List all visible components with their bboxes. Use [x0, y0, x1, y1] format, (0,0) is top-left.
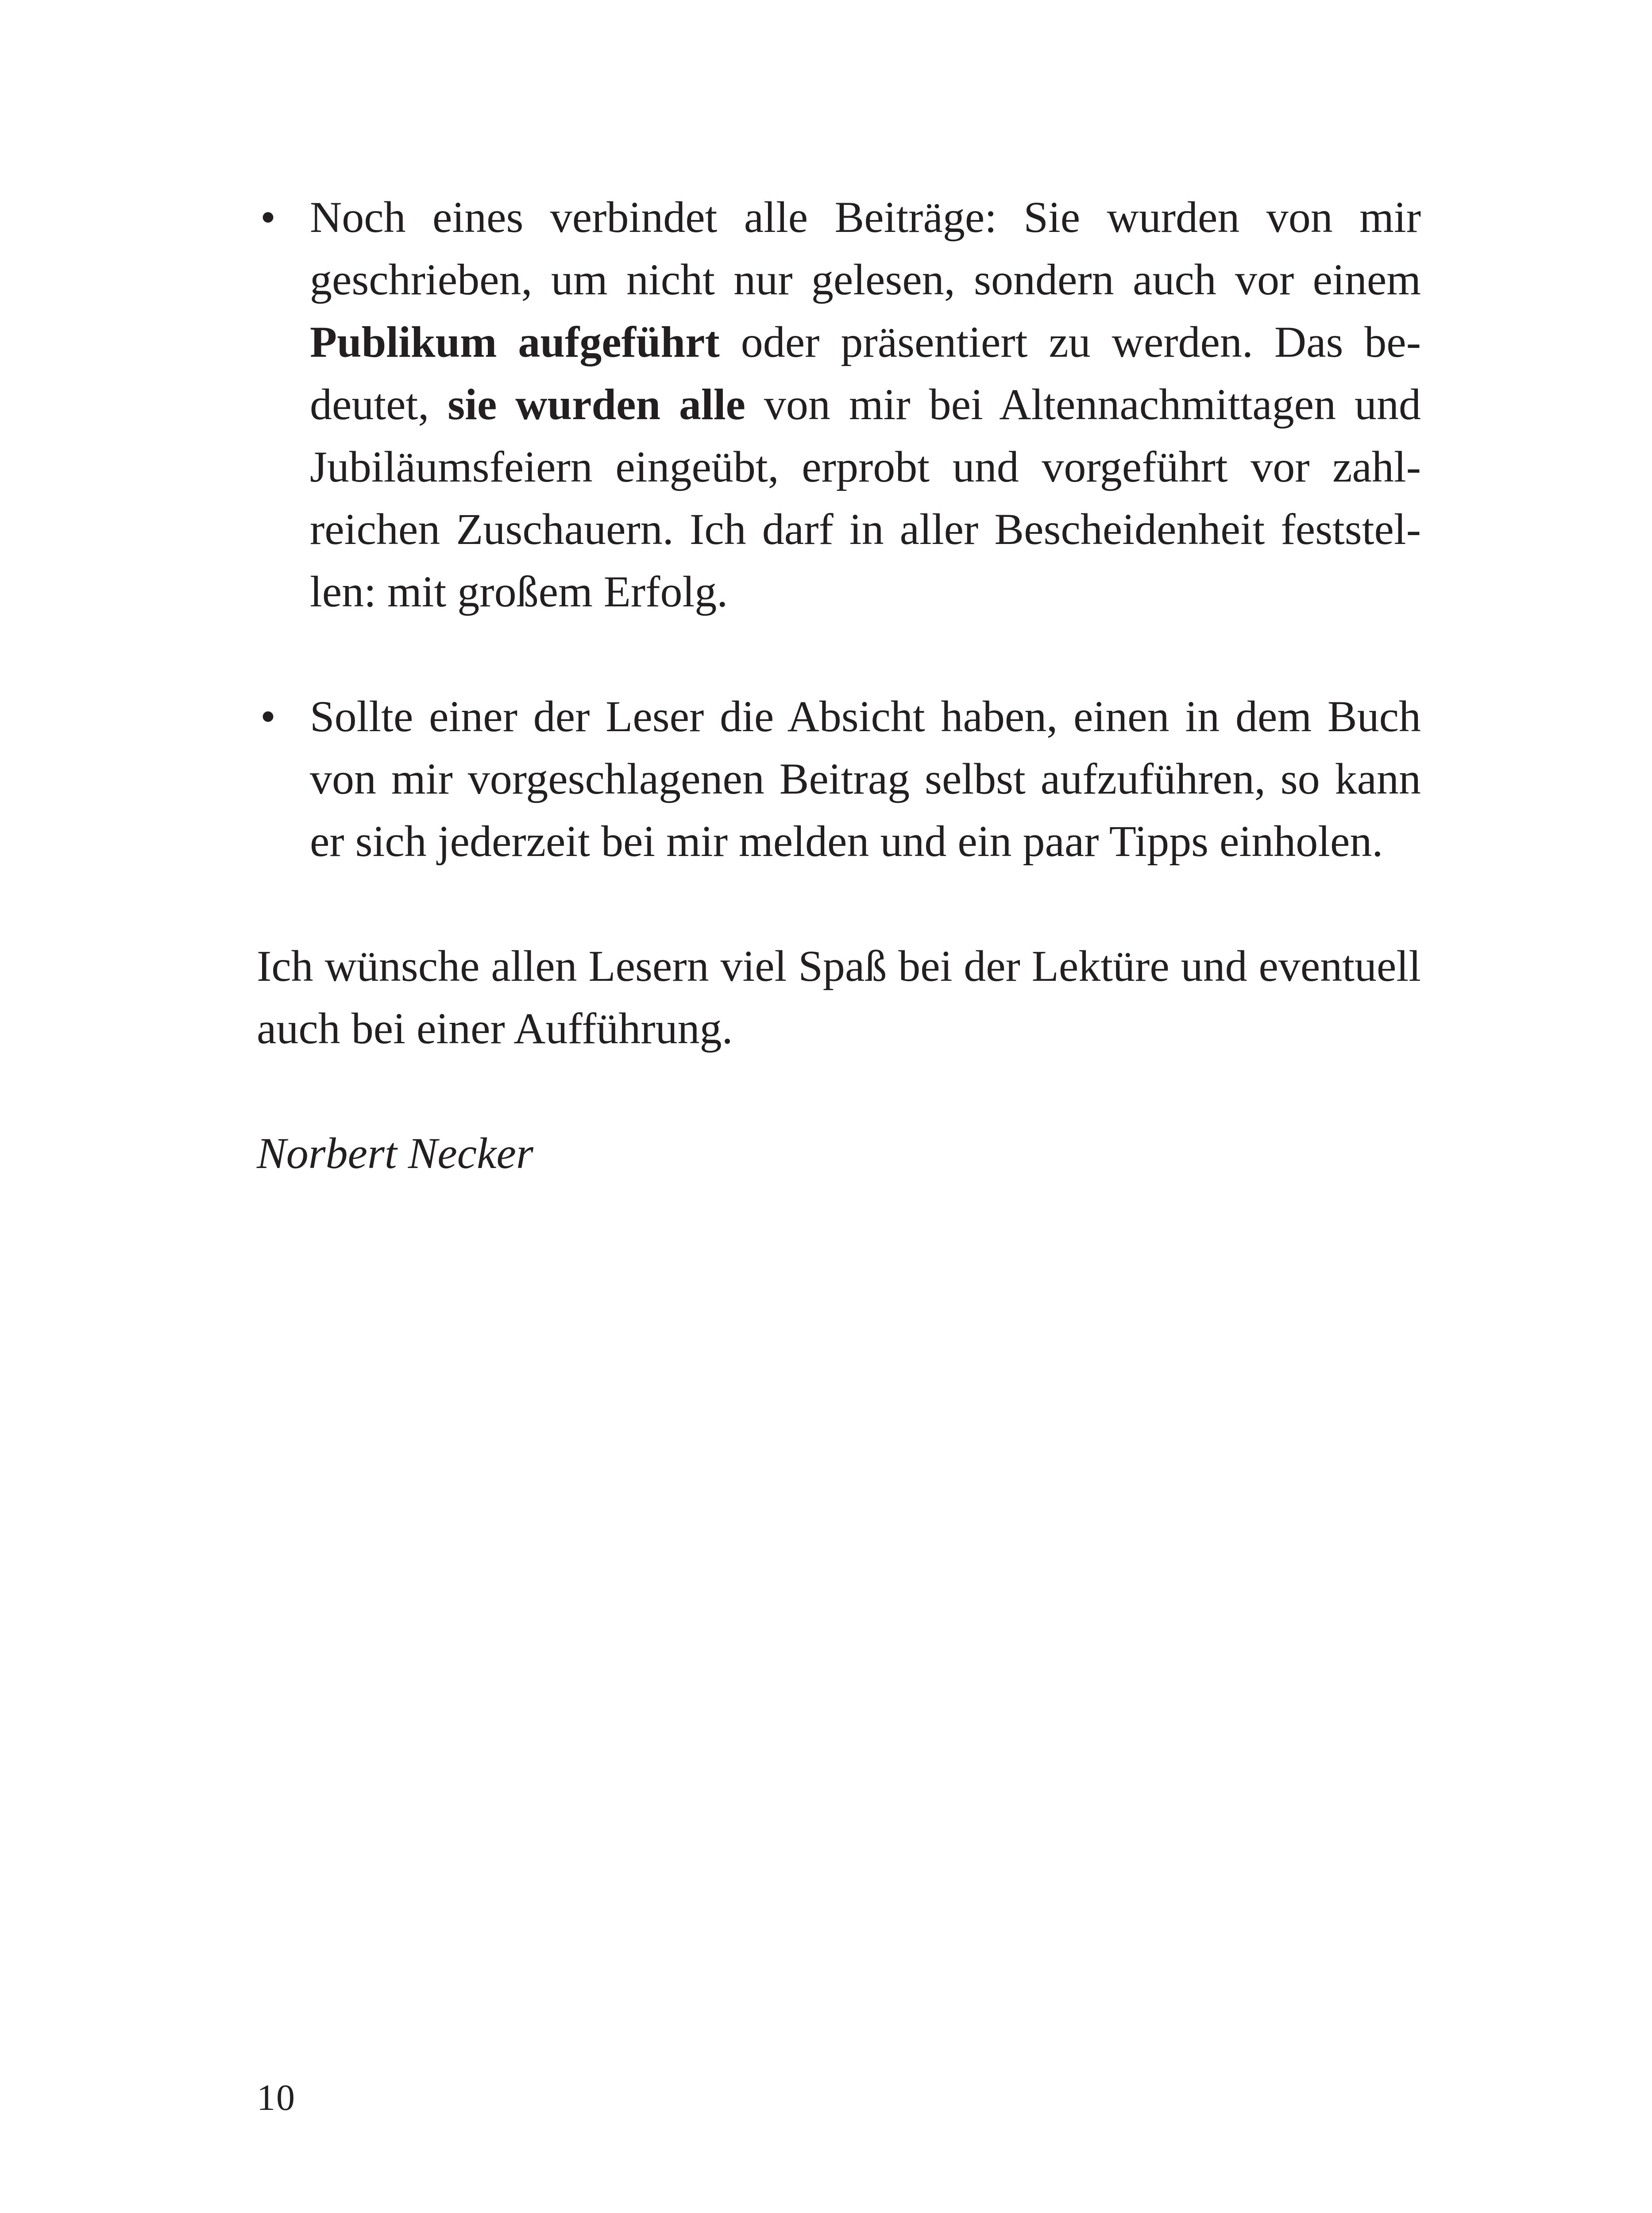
bullet-text-part: oder präsentiert zu werden. Das bedeutet, [310, 317, 1421, 429]
page-number: 10 [257, 2077, 296, 2118]
bullet-item-contributions [257, 186, 1421, 623]
bold-phrase-alle: sie wurden alle [448, 380, 745, 429]
author-signature: Norbert Necker [257, 1129, 533, 1178]
bullet-list [257, 186, 1421, 872]
bullet-icon: • [260, 692, 276, 741]
body-text [257, 186, 1421, 1184]
bullet-text-part: Noch eines verbindet alle Beiträge: Sie wurden von mir geschrieben, um nicht nur gelesen, sondern auch vor einem [310, 193, 1421, 304]
closing-paragraph: Ich wünsche allen Lesern viel Spaß bei der Lektüre und eventuell auch bei einer Aufführung. [257, 941, 1421, 1053]
bullet-text-part: von mir bei Altennachmittagen und Jubiläumsfeiern eingeübt, erprobt und vorgeführt vor zahlreichen Zuschauern. Ich darf in aller Bescheidenheit feststellen: mit großem Erfolg. [310, 380, 1421, 616]
bullet-icon: • [260, 193, 276, 242]
bold-phrase-publikum: Publikum aufgeführt [310, 317, 720, 366]
bullet-item-performance-tips [257, 685, 1421, 872]
bullet-text: Sollte einer der Leser die Absicht haben, einen in dem Buch von mir vorgeschlagenen Beitrag selbst aufzuführen, so kann er sich jederzeit bei mir melden und ein paar Tipps einholen. [310, 692, 1421, 866]
